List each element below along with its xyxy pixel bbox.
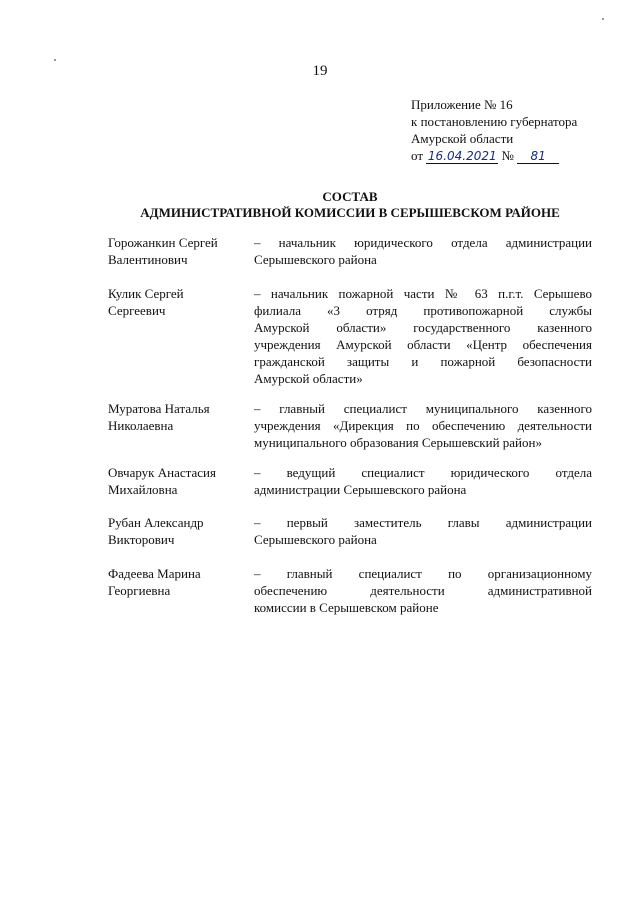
appendix-region: Амурской области [411,131,514,146]
appendix-title: Приложение № 16 [411,97,513,112]
position-line: муниципального образования Серышевский район» [254,435,542,450]
position-line: гражданской защиты и пожарной безопасности [254,354,592,369]
scan-speck [602,18,604,20]
number-prefix: № [501,148,514,163]
date-prefix: от [411,148,424,163]
position-line: – главный специалист по организационному [254,566,592,581]
member-surname-first-name: Рубан Александр [108,515,204,530]
title-line-1: СОСТАВ [322,189,378,204]
member-position [254,285,592,387]
position-line: Амурской области» [254,371,363,386]
title-line-2: АДМИНИСТРАТИВНОЙ КОМИССИИ В СЕРЫШЕВСКОМ РАЙОНЕ [140,205,560,220]
page-number: 19 [312,63,328,79]
member-name [108,565,244,599]
position-line: – начальник пожарной части № 63 п.г.т. Серышево [254,286,592,301]
member-surname-first-name: Горожанкин Сергей [108,235,218,250]
appendix-date-line [411,147,577,164]
appendix-header [411,96,577,164]
handwritten-date: 16.04.2021 [427,149,497,163]
member-patronymic: Сергеевич [108,303,166,318]
member-position [254,565,592,616]
member-position [254,464,592,498]
position-line: – главный специалист муниципального казенного [254,401,592,416]
member-patronymic: Валентинович [108,252,188,267]
scan-speck [54,59,56,61]
position-line: – ведущий специалист юридического отдела [254,465,592,480]
position-line: обеспечению деятельности административной [254,583,592,598]
member-patronymic: Викторович [108,532,175,547]
position-line: комиссии в Серышевском районе [254,600,439,615]
position-line: – первый заместитель главы администрации [254,515,592,530]
position-line: – начальник юридического отдела администрации [254,235,592,250]
position-line: Амурской области» государственного казенного [254,320,592,335]
position-line: учреждения Амурской области «Центр обеспечения [254,337,592,352]
member-name [108,285,244,319]
member-name [108,464,244,498]
member-patronymic: Михайловна [108,482,178,497]
position-line: учреждения «Дирекция по обеспечению деятельности [254,418,592,433]
appendix-reference: к постановлению губернатора [411,114,578,129]
member-name [108,234,244,268]
member-patronymic: Георгиевна [108,583,171,598]
position-line: филиала «3 отряд противопожарной службы [254,303,592,318]
position-line: Серышевского района [254,532,377,547]
member-name [108,400,244,434]
member-patronymic: Николаевна [108,418,174,433]
member-position [254,514,592,548]
member-surname-first-name: Муратова Наталья [108,401,210,416]
position-line: администрации Серышевского района [254,482,467,497]
handwritten-number: 81 [517,149,559,164]
member-position [254,400,592,451]
member-surname-first-name: Овчарук Анастасия [108,465,216,480]
position-line: Серышевского района [254,252,377,267]
member-surname-first-name: Фадеева Марина [108,566,201,581]
member-position [254,234,592,268]
member-surname-first-name: Кулик Сергей [108,286,184,301]
document-title [60,189,640,221]
member-name [108,514,244,548]
